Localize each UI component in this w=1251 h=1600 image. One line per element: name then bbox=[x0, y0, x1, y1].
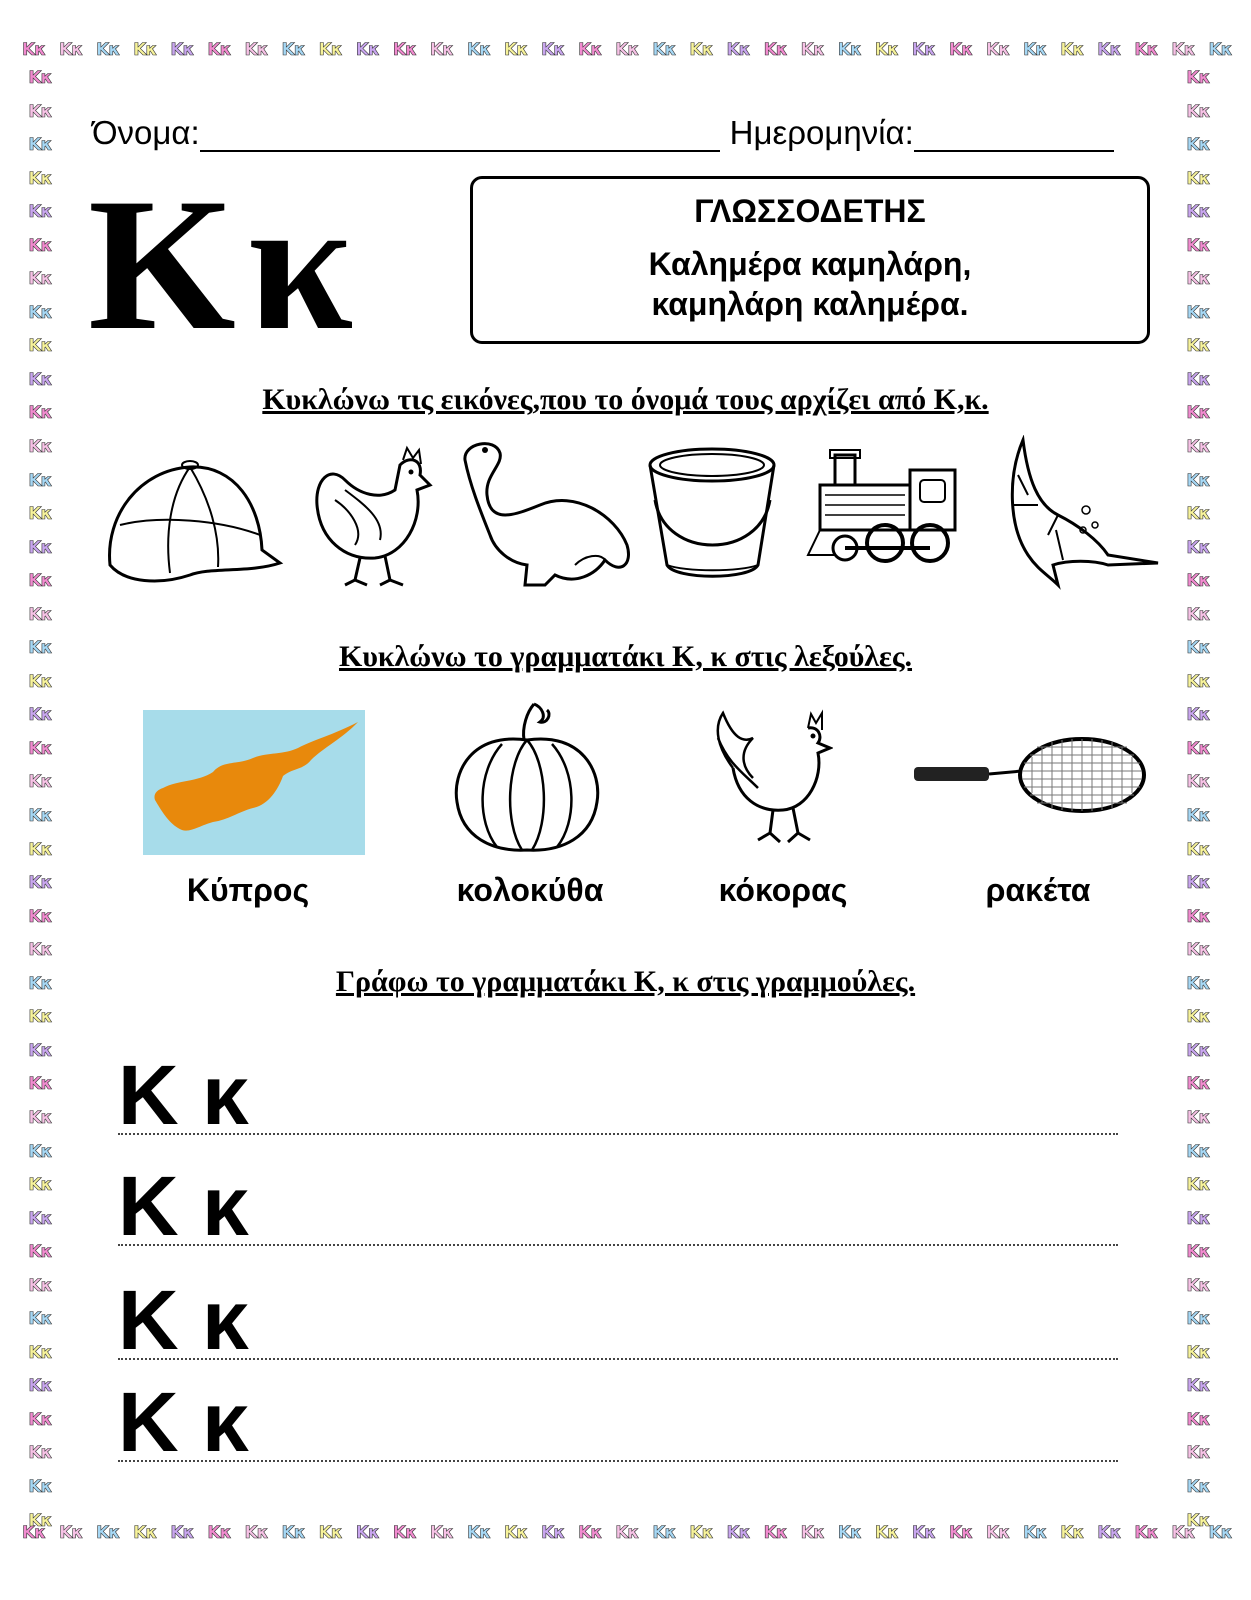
border-kk-glyph: Kκ bbox=[28, 1175, 52, 1196]
border-kk-glyph: Kκ bbox=[1186, 202, 1210, 223]
border-kk-glyph: Kκ bbox=[28, 1409, 52, 1430]
writing-line-letters: Κ κ bbox=[118, 1273, 249, 1367]
border-kk-glyph: Kκ bbox=[28, 1107, 52, 1128]
writing-line-1[interactable] bbox=[118, 1035, 1118, 1142]
writing-line-4[interactable] bbox=[118, 1362, 1118, 1469]
border-kk-glyph: Kκ bbox=[1186, 1175, 1210, 1196]
border-kk-glyph: Kκ bbox=[28, 1242, 52, 1263]
border-kk-glyph: Kκ bbox=[1186, 638, 1210, 659]
dotted-line bbox=[118, 1244, 1118, 1246]
border-kk-glyph: Kκ bbox=[1186, 68, 1210, 88]
border-kk-glyph: Kκ bbox=[466, 39, 491, 60]
border-kk-glyph: Kκ bbox=[948, 1522, 973, 1543]
dinosaur-icon[interactable] bbox=[455, 435, 640, 590]
border-kk-glyph: Kκ bbox=[96, 1522, 120, 1543]
date-label: Ημερομηνία: bbox=[729, 114, 914, 151]
border-kk-glyph: Kκ bbox=[1186, 604, 1210, 625]
border-kk-glyph: Kκ bbox=[28, 1208, 52, 1229]
border-kk-glyph: Kκ bbox=[1186, 772, 1210, 793]
border-kk-glyph: Kκ bbox=[1186, 571, 1210, 592]
border-kk-glyph: Kκ bbox=[28, 504, 52, 525]
border-kk-glyph: Kκ bbox=[1134, 39, 1158, 60]
word-label-3: κόκορας bbox=[718, 872, 848, 908]
border-kk-glyph: Kκ bbox=[1186, 1409, 1210, 1430]
border-kk-glyph: Kκ bbox=[28, 1476, 52, 1497]
train-icon[interactable] bbox=[805, 445, 965, 570]
border-kk-glyph: Kκ bbox=[28, 1040, 52, 1061]
big-letters bbox=[88, 160, 366, 370]
border-kk-glyph: Kκ bbox=[28, 772, 52, 793]
border-kk-glyph: Kκ bbox=[28, 403, 52, 424]
border-kk-glyph: Kκ bbox=[1186, 839, 1210, 860]
border-kk-glyph: Kκ bbox=[355, 1522, 379, 1543]
border-kk-glyph: Kκ bbox=[911, 39, 936, 60]
border-kk-glyph: Kκ bbox=[1186, 403, 1210, 424]
border-kk-glyph: Kκ bbox=[1186, 1007, 1210, 1028]
rooster-icon[interactable] bbox=[708, 708, 833, 853]
border-kk-glyph: Kκ bbox=[1186, 806, 1210, 827]
border-kk-glyph: Kκ bbox=[28, 437, 52, 458]
border-kk-glyph: Kκ bbox=[652, 1522, 676, 1543]
border-kk-glyph: Kκ bbox=[28, 235, 52, 256]
border-kk-glyph: Kκ bbox=[28, 168, 52, 189]
border-kk-glyph: Kκ bbox=[652, 39, 676, 60]
border-kk-glyph: Kκ bbox=[28, 101, 52, 122]
border-kk-glyph: Kκ bbox=[874, 1522, 899, 1543]
border-kk-glyph: Kκ bbox=[1186, 1141, 1210, 1162]
border-kk-glyph: Kκ bbox=[392, 1522, 417, 1543]
border-kk-glyph: Kκ bbox=[1186, 302, 1210, 323]
border-kk-glyph: Kκ bbox=[541, 39, 565, 60]
border-kk-glyph: Kκ bbox=[28, 1007, 52, 1028]
hen-icon[interactable] bbox=[305, 440, 435, 590]
border-kk-glyph: Kκ bbox=[504, 1522, 528, 1543]
border-kk-glyph: Kκ bbox=[28, 738, 52, 759]
border-kk-glyph: Kκ bbox=[1186, 1275, 1210, 1296]
writing-line-3[interactable] bbox=[118, 1260, 1118, 1367]
writing-line-letters: Κ κ bbox=[118, 1048, 249, 1142]
border-kk-glyph: Kκ bbox=[28, 873, 52, 894]
border-kk-glyph: Kκ bbox=[1171, 39, 1195, 60]
border-kk-glyph: Kκ bbox=[355, 39, 379, 60]
border-kk-glyph: Kκ bbox=[244, 39, 268, 60]
word-label-4: ρακέτα bbox=[985, 872, 1091, 908]
border-kk-glyph: Kκ bbox=[28, 906, 52, 927]
border-kk-glyph: Kκ bbox=[28, 638, 52, 659]
border-kk-glyph: Kκ bbox=[28, 1309, 52, 1330]
border-kk-glyph: Kκ bbox=[28, 336, 52, 357]
border-kk-glyph: Kκ bbox=[1208, 1522, 1232, 1543]
border-kk-glyph: Kκ bbox=[541, 1522, 565, 1543]
border-kk-glyph: Kκ bbox=[1134, 1522, 1158, 1543]
border-kk-glyph: Kκ bbox=[28, 1275, 52, 1296]
dotted-line bbox=[118, 1358, 1118, 1360]
border-kk-glyph: Kκ bbox=[28, 68, 52, 88]
dotted-line bbox=[118, 1460, 1118, 1462]
border-kk-glyph: Kκ bbox=[28, 705, 52, 726]
border-kk-glyph: Kκ bbox=[837, 39, 861, 60]
border-kk-glyph: Kκ bbox=[28, 1443, 52, 1464]
border-kk-glyph: Kκ bbox=[59, 1522, 83, 1543]
name-date-row bbox=[92, 108, 1142, 152]
border-kk-glyph: Kκ bbox=[28, 973, 52, 994]
writing-line-letters: Κ κ bbox=[118, 1159, 249, 1253]
border-kk-glyph: Kκ bbox=[726, 1522, 750, 1543]
writing-line-letters: Κ κ bbox=[118, 1375, 249, 1469]
border-kk-glyph: Kκ bbox=[578, 1522, 602, 1543]
border-kk-glyph: Kκ bbox=[1186, 168, 1210, 189]
border-kk-glyph: Kκ bbox=[28, 806, 52, 827]
border-kk-glyph: Kκ bbox=[1186, 1476, 1210, 1497]
border-kk-glyph: Kκ bbox=[28, 604, 52, 625]
border-kk-glyph: Kκ bbox=[59, 39, 83, 60]
racket-icon[interactable] bbox=[912, 735, 1147, 830]
name-label: Όνομα: bbox=[92, 114, 200, 151]
border-kk-glyph: Kκ bbox=[28, 1342, 52, 1363]
border-kk-glyph: Kκ bbox=[1186, 470, 1210, 491]
border-kk-glyph: Kκ bbox=[948, 39, 973, 60]
border-kk-glyph: Kκ bbox=[1186, 1107, 1210, 1128]
border-kk-glyph: Kκ bbox=[96, 39, 120, 60]
border-kk-glyph: Kκ bbox=[207, 1522, 231, 1543]
border-kk-glyph: Kκ bbox=[1186, 437, 1210, 458]
name-field[interactable] bbox=[200, 114, 720, 152]
border-kk-glyph: Kκ bbox=[28, 1074, 52, 1095]
tongue-twister-box bbox=[470, 176, 1150, 344]
border-kk-glyph: Kκ bbox=[800, 1522, 824, 1543]
border-kk-glyph: Kκ bbox=[28, 369, 52, 390]
border-kk-glyph: Kκ bbox=[170, 1522, 194, 1543]
border-kk-glyph: Kκ bbox=[689, 39, 713, 60]
border-kk-glyph: Kκ bbox=[244, 1522, 268, 1543]
border-kk-glyph: Kκ bbox=[578, 39, 602, 60]
border-kk-glyph: Kκ bbox=[1186, 1074, 1210, 1095]
big-upper-letter: Κ bbox=[88, 160, 248, 370]
instruction-write-letters: Γράφω το γραμματάκι Κ, κ στις γραμμούλες. bbox=[335, 965, 916, 998]
border-kk-glyph: Kκ bbox=[1097, 1522, 1121, 1543]
border-kk-glyph: Kκ bbox=[429, 1522, 454, 1543]
border-kk-glyph: Kκ bbox=[170, 39, 194, 60]
border-kk-glyph: Kκ bbox=[763, 39, 787, 60]
border-kk-glyph: Kκ bbox=[1186, 101, 1210, 122]
instruction-circle-letters: Κυκλώνω το γραμματάκι Κ, κ στις λεξούλες. bbox=[338, 640, 913, 673]
cyprus-map-icon[interactable] bbox=[143, 710, 365, 855]
border-kk-glyph: Kκ bbox=[1186, 973, 1210, 994]
border-kk-glyph: Kκ bbox=[1186, 705, 1210, 726]
border-kk-glyph: Kκ bbox=[466, 1522, 491, 1543]
writing-line-2[interactable] bbox=[118, 1146, 1118, 1253]
border-kk-glyph: Kκ bbox=[911, 1522, 936, 1543]
border-kk-glyph: Kκ bbox=[28, 135, 52, 156]
border-kk-glyph: Kκ bbox=[28, 839, 52, 860]
border-kk-glyph: Kκ bbox=[28, 202, 52, 223]
border-kk-glyph: Kκ bbox=[28, 1376, 52, 1397]
border-kk-glyph: Kκ bbox=[133, 39, 157, 60]
border-kk-glyph: Kκ bbox=[837, 1522, 861, 1543]
border-kk-glyph: Kκ bbox=[318, 39, 342, 60]
border-kk-glyph: Kκ bbox=[1186, 504, 1210, 525]
border-kk-glyph: Kκ bbox=[28, 269, 52, 290]
border-kk-glyph: Kκ bbox=[28, 1510, 52, 1531]
border-kk-glyph: Kκ bbox=[28, 671, 52, 692]
border-kk-glyph: Kκ bbox=[1186, 1342, 1210, 1363]
border-kk-glyph: Kκ bbox=[28, 302, 52, 323]
border-kk-glyph: Kκ bbox=[28, 571, 52, 592]
border-kk-glyph: Kκ bbox=[1186, 906, 1210, 927]
border-kk-glyph: Kκ bbox=[1186, 671, 1210, 692]
border-kk-glyph: Kκ bbox=[207, 39, 231, 60]
border-kk-glyph: Kκ bbox=[1023, 39, 1047, 60]
word-label-1: Κύπρος bbox=[186, 872, 310, 908]
border-kk-glyph: Kκ bbox=[429, 39, 454, 60]
border-kk-glyph: Kκ bbox=[1023, 1522, 1047, 1543]
border-kk-glyph: Kκ bbox=[1186, 537, 1210, 558]
border-kk-glyph: Kκ bbox=[22, 39, 46, 60]
border-kk-glyph: Kκ bbox=[1186, 369, 1210, 390]
border-kk-glyph: Kκ bbox=[1186, 940, 1210, 961]
border-kk-glyph: Kκ bbox=[1186, 1510, 1210, 1531]
border-kk-glyph: Kκ bbox=[1186, 235, 1210, 256]
pumpkin-icon[interactable] bbox=[452, 702, 602, 857]
border-kk-glyph: Kκ bbox=[1060, 39, 1084, 60]
swordfish-icon[interactable] bbox=[998, 435, 1163, 595]
border-kk-glyph: Kκ bbox=[1171, 1522, 1195, 1543]
border-kk-glyph: Kκ bbox=[726, 39, 750, 60]
tongue-twister-title: ΓΛΩΣΣΟΔΕΤΗΣ bbox=[694, 193, 926, 229]
date-field[interactable] bbox=[914, 114, 1114, 152]
border-kk-glyph: Kκ bbox=[318, 1522, 342, 1543]
border-kk-glyph: Kκ bbox=[1186, 1040, 1210, 1061]
border-kk-glyph: Kκ bbox=[986, 1522, 1010, 1543]
border-bottom bbox=[22, 1516, 1232, 1550]
tongue-twister-line-2: καμηλάρη καλημέρα. bbox=[651, 286, 969, 322]
border-kk-glyph: Kκ bbox=[800, 39, 824, 60]
border-kk-glyph: Kκ bbox=[1186, 269, 1210, 290]
border-kk-glyph: Kκ bbox=[133, 1522, 157, 1543]
border-kk-glyph: Kκ bbox=[1186, 738, 1210, 759]
border-kk-glyph: Kκ bbox=[1186, 1208, 1210, 1229]
border-kk-glyph: Kκ bbox=[28, 1141, 52, 1162]
border-kk-glyph: Kκ bbox=[874, 39, 899, 60]
border-kk-glyph: Kκ bbox=[1186, 1242, 1210, 1263]
border-kk-glyph: Kκ bbox=[1186, 135, 1210, 156]
word-label-2: κολοκύθα bbox=[456, 872, 604, 908]
border-kk-glyph: Kκ bbox=[1186, 1309, 1210, 1330]
border-kk-glyph: Kκ bbox=[504, 39, 528, 60]
border-kk-glyph: Kκ bbox=[986, 39, 1010, 60]
tongue-twister-line-1: Καλημέρα καμηλάρη, bbox=[648, 246, 972, 282]
border-kk-glyph: Kκ bbox=[615, 1522, 639, 1543]
cap-icon[interactable] bbox=[100, 455, 285, 595]
border-kk-glyph: Kκ bbox=[1186, 1376, 1210, 1397]
dotted-line bbox=[118, 1133, 1118, 1135]
big-lower-letter: κ bbox=[247, 160, 366, 370]
border-kk-glyph: Kκ bbox=[1060, 1522, 1084, 1543]
border-kk-glyph: Kκ bbox=[392, 39, 417, 60]
border-kk-glyph: Kκ bbox=[1186, 873, 1210, 894]
border-kk-glyph: Kκ bbox=[1186, 336, 1210, 357]
bucket-icon[interactable] bbox=[645, 440, 780, 585]
border-kk-glyph: Kκ bbox=[689, 1522, 713, 1543]
border-kk-glyph: Kκ bbox=[1097, 39, 1121, 60]
border-kk-glyph: Kκ bbox=[1208, 39, 1232, 60]
border-kk-glyph: Kκ bbox=[763, 1522, 787, 1543]
border-right bbox=[1178, 70, 1218, 1530]
border-left bbox=[20, 70, 60, 1530]
border-kk-glyph: Kκ bbox=[1186, 1443, 1210, 1464]
border-kk-glyph: Kκ bbox=[28, 470, 52, 491]
border-kk-glyph: Kκ bbox=[28, 537, 52, 558]
border-kk-glyph: Kκ bbox=[22, 1522, 46, 1543]
border-kk-glyph: Kκ bbox=[281, 1522, 305, 1543]
border-kk-glyph: Kκ bbox=[281, 39, 305, 60]
border-kk-glyph: Kκ bbox=[28, 940, 52, 961]
border-kk-glyph: Kκ bbox=[615, 39, 639, 60]
instruction-circle-pictures: Κυκλώνω τις εικόνες,που το όνομά τους αρχίζει από Κ,κ. bbox=[262, 383, 989, 416]
border-top bbox=[22, 33, 1232, 67]
